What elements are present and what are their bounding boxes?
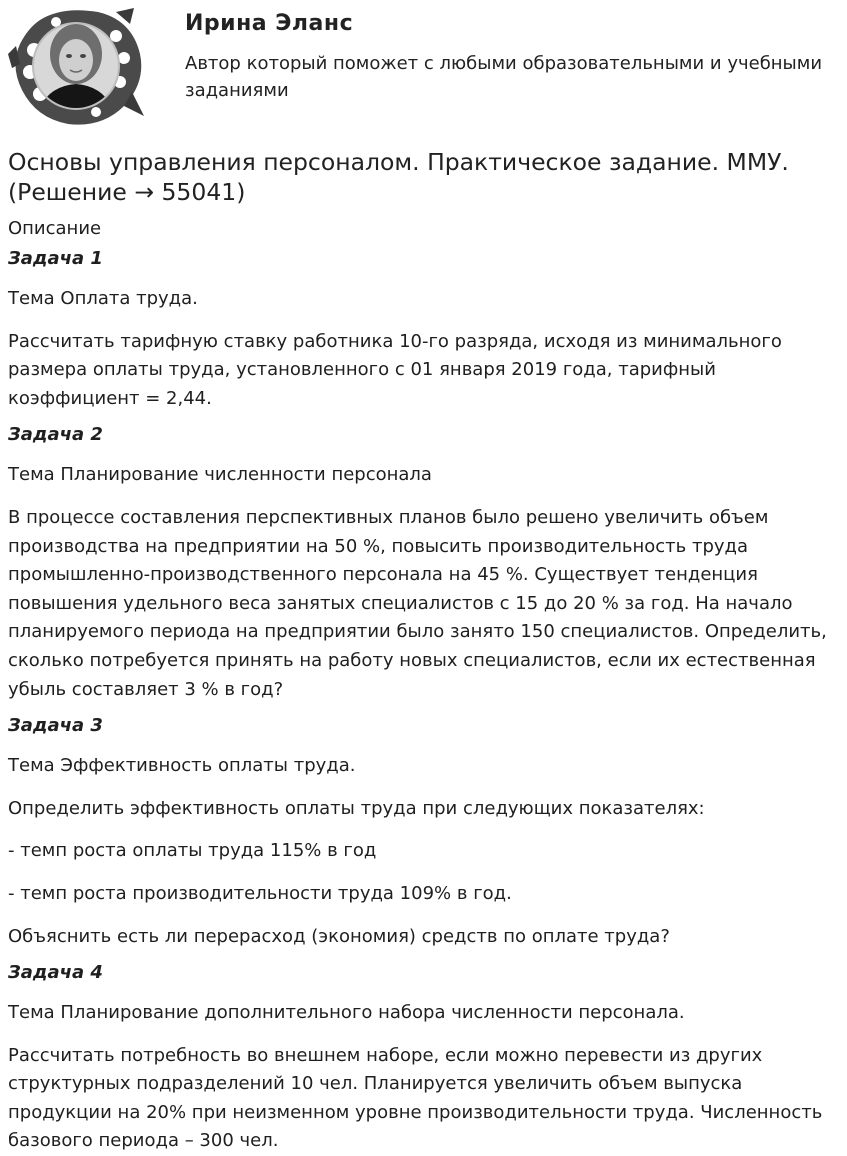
- author-avatar[interactable]: [6, 6, 152, 128]
- task-topic: Тема Планирование дополнительного набора численности персонала.: [8, 1002, 685, 1024]
- task-text: Рассчитать потребность во внешнем наборе, если можно перевести из других структурных подразделений 10 чел. Планируется увеличить объем выпуска продукции на 20% при неизменном уровне производительности труда. Численность базового периода – 300 чел.: [8, 1044, 823, 1152]
- film-reel-avatar-icon: [6, 6, 152, 128]
- document-title: Основы управления персоналом. Практическое задание. ММУ. (Решение → 55041): [8, 148, 789, 206]
- task-text: Рассчитать тарифную ставку работника 10-го разряда, исходя из минимального размера оплаты труда, установленного с 01 января 2019 года, тарифный коэффициент = 2,44.: [8, 330, 782, 409]
- task-topic: Тема Эффективность оплаты труда.: [8, 755, 356, 777]
- task-question: Объяснить есть ли перерасход (экономия) средств по оплате труда?: [8, 925, 670, 947]
- task-topic: Тема Оплата труда.: [8, 288, 198, 309]
- author-name[interactable]: Ирина Эланс: [185, 11, 354, 36]
- task-2: [8, 423, 840, 704]
- task-heading: Задача 3: [8, 715, 103, 737]
- task-list-item: - темп роста оплаты труда 115% в год: [8, 840, 377, 862]
- task-1: [8, 247, 840, 413]
- task-4: [8, 961, 840, 1156]
- task-heading: Задача 4: [8, 962, 103, 984]
- task-topic: Тема Планирование численности персонала: [8, 464, 432, 486]
- task-3: [8, 714, 840, 951]
- document-content: [8, 147, 840, 1156]
- author-header: [0, 0, 847, 130]
- task-list-item: - темп роста производительности труда 109% в год.: [8, 882, 512, 904]
- task-heading: Задача 2: [8, 424, 103, 446]
- task-text: В процессе составления перспективных планов было решено увеличить объем производства на предприятии на 50 %, повысить производительность труда промышленно-производственного персонала на 45 %. Существует тенденция повышения удельного веса занятых специалистов с 15 до 20 % за год. На начало планируемого периода на предприятии было занято 150 специалистов. Определить, сколько потребуется принять на работу новых специалистов, если их естественная убыль составляет 3 % в год?: [8, 506, 827, 700]
- task-text: Определить эффективность оплаты труда при следующих показателях:: [8, 797, 705, 819]
- description-label: Описание: [8, 218, 102, 239]
- task-heading: Задача 1: [8, 248, 103, 269]
- author-description: Автор который поможет с любыми образовательными и учебными заданиями: [185, 53, 823, 101]
